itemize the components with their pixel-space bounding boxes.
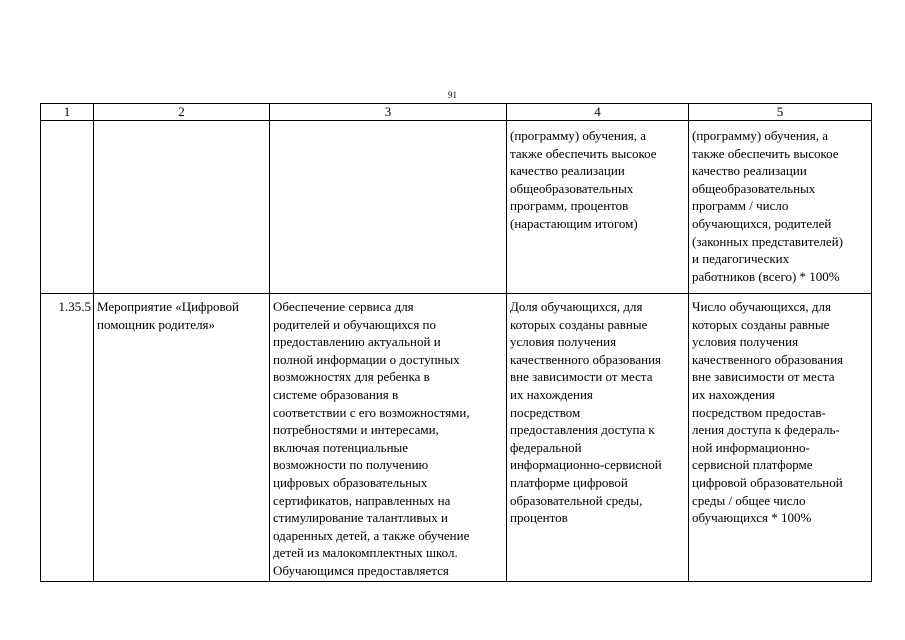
table-header-row <box>41 104 872 121</box>
text-line: их нахождения <box>692 386 775 402</box>
text-line: платформе цифровой <box>510 474 628 490</box>
text-line: ной информационно- <box>692 439 810 455</box>
text-line: ления доступа к федераль- <box>692 422 840 438</box>
text-line: системе образования в <box>273 386 399 402</box>
text-line: посредством <box>510 404 581 420</box>
text-line: потребностями и интересами, <box>273 422 439 438</box>
text-line: вне зависимости от места <box>692 369 835 385</box>
text-line: включая потенциальные <box>273 439 409 455</box>
column-header: 2 <box>94 104 270 121</box>
text-line: и педагогических <box>692 251 790 267</box>
text-line: Число обучающихся, для <box>692 299 831 314</box>
text-line: также обеспечить высокое <box>692 145 839 161</box>
cell-description <box>270 121 507 294</box>
text-line: Обучающимся предоставляется <box>273 562 449 578</box>
text-line: (законных представителей) <box>692 233 843 249</box>
text-line: обучающихся, родителей <box>692 215 832 231</box>
cell-activity <box>94 294 270 582</box>
cell-description <box>270 294 507 582</box>
text-line: информационно-сервисной <box>510 457 662 473</box>
text-line: возможности по получению <box>273 457 429 473</box>
text-line: среды / общее число <box>692 492 806 508</box>
text-line: посредством предостав- <box>692 404 826 420</box>
text-line: Обеспечение сервиса для <box>273 299 414 314</box>
text-line: (программу) обучения, а <box>510 128 647 143</box>
column-header: 3 <box>270 104 507 121</box>
text-line: которых созданы равные <box>692 316 830 332</box>
cell-formula <box>689 294 872 582</box>
text-line: образовательной среды, <box>510 492 643 508</box>
text-line: качество реализации <box>692 163 807 179</box>
text-line: условия получения <box>510 334 617 350</box>
text-line: соответствии с его возможностями, <box>273 404 470 420</box>
column-header: 5 <box>689 104 872 121</box>
text-line: детей из малокомплектных школ. <box>273 545 458 561</box>
text-line: полной информации о доступных <box>273 351 460 367</box>
text-line: качественного образования <box>692 351 844 367</box>
text-line: которых созданы равные <box>510 316 648 332</box>
table-row <box>41 121 872 294</box>
text-line: (нарастающим итогом) <box>510 215 638 231</box>
cell-indicator <box>507 121 689 294</box>
text-line: программ / число <box>692 198 789 214</box>
text-line: помощник родителя» <box>97 316 216 332</box>
text-line: программ, процентов <box>510 198 629 214</box>
text-line: родителей и обучающихся по <box>273 316 437 332</box>
text-line: также обеспечить высокое <box>510 145 657 161</box>
text-line: их нахождения <box>510 386 593 402</box>
text-line: общеобразовательных <box>510 180 634 196</box>
text-line: сервисной платформе <box>692 457 813 473</box>
text-line: сертификатов, направленных на <box>273 492 451 508</box>
cell-number <box>41 121 94 294</box>
cell-formula <box>689 121 872 294</box>
column-header: 1 <box>41 104 94 121</box>
text-line: стимулирование талантливых и <box>273 510 448 526</box>
text-line: предоставления доступа к <box>510 422 655 438</box>
text-line: качественного образования <box>510 351 662 367</box>
text-line: работников (всего) * 100% <box>692 268 840 284</box>
text-line: предоставлению актуальной и <box>273 334 441 350</box>
column-header: 4 <box>507 104 689 121</box>
text-line: качество реализации <box>510 163 625 179</box>
text-line: цифровых образовательных <box>273 474 428 490</box>
text-line: Доля обучающихся, для <box>510 299 643 314</box>
text-line: одаренных детей, а также обучение <box>273 527 470 543</box>
cell-indicator <box>507 294 689 582</box>
page-number: 91 <box>448 90 457 100</box>
text-line: цифровой образовательной <box>692 474 843 490</box>
text-line: (программу) обучения, а <box>692 128 829 143</box>
cell-activity <box>94 121 270 294</box>
text-line: возможностях для ребенка в <box>273 369 430 385</box>
text-line: процентов <box>510 510 568 526</box>
table-row <box>41 294 872 582</box>
text-line: условия получения <box>692 334 799 350</box>
text-line: общеобразовательных <box>692 180 816 196</box>
cell-number <box>41 294 94 582</box>
document-table <box>40 103 872 582</box>
text-line: федеральной <box>510 439 582 455</box>
text-line: 1.35.5 <box>58 299 91 314</box>
text-line: Мероприятие «Цифровой <box>97 299 239 314</box>
text-line: обучающихся * 100% <box>692 510 812 526</box>
text-line: вне зависимости от места <box>510 369 653 385</box>
